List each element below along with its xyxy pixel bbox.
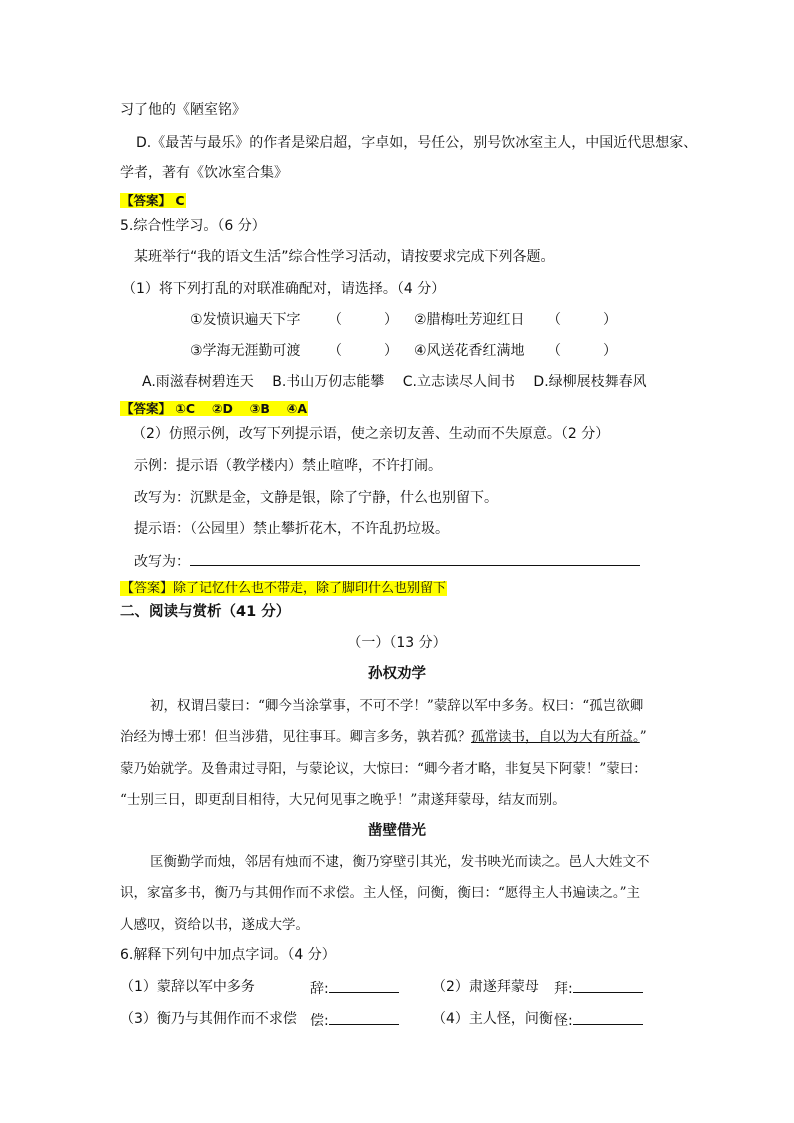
q6-key-1 [310,978,399,998]
q6-blank-4[interactable] [573,1010,643,1025]
answer-highlight: 【答案】 ①C ②D ③B ④A [121,401,307,416]
couplet-item-4: ④风送花香红满地 [414,343,525,359]
answer-highlight: 【答案】除了记忆什么也不带走，除了脚印什么也别留下 [121,581,447,596]
q6-key-label: 怪: [554,1013,573,1029]
couplet-blank-1[interactable]: （ ） [328,312,398,328]
q6-key-3 [310,1010,399,1030]
couplet-options: A.雨滋春树碧连天 B.书山万仞志能攀 C.立志读尽人间书 D.绿柳展枝舞春风 [142,374,647,390]
question-6-title: 6.解释下列句中加点字词。（4 分） [120,947,336,963]
couplet-blank-2[interactable]: （ ） [547,312,617,328]
answer-badge-q5-1 [120,400,308,418]
text-1-line-2-c: ” [639,729,647,745]
task-prompt: 提示语：（公园里）禁止攀折花木，不许乱扔垃圾。 [134,521,449,537]
text-1-line-2 [120,728,647,746]
q6-key-label: 偿: [310,1013,329,1029]
text-2-line-1: 匡衡勤学而烛，邻居有烛而不逮，衡乃穿壁引其光，发书映光而读之。邑人大姓文不 [150,854,650,870]
q6-key-label: 拜: [554,981,573,997]
q6-blank-3[interactable] [329,1010,399,1025]
rewrite-blank[interactable] [190,551,640,566]
part-1-title: （一）（13 分） [347,635,447,651]
q6-key-4 [554,1010,643,1030]
q6-blank-1[interactable] [329,978,399,993]
option-d-line2: 学者，著有《饮冰室合集》 [120,165,288,181]
question-5-1-title: （1）将下列打乱的对联准确配对，请选择。（4 分） [122,281,446,297]
text-1-underlined-sentence: 孤常读书，自以为大有所益。 [471,729,640,745]
example-rewrite: 改写为：沉默是金，文静是银，除了宁静，什么也别留下。 [134,490,498,506]
answer-badge-q5-2 [120,579,447,597]
question-5-title: 5.综合性学习。（6 分） [120,218,266,234]
q6-key-2 [554,978,643,998]
q6-key-label: 辞: [310,981,329,997]
couplet-item-1: ①发愤识遍天下字 [190,312,301,328]
option-d-line1: D.《最苦与最乐》的作者是梁启超，字卓如，号任公，别号饮冰室主人，中国近代思想家、 [136,135,698,151]
couplet-item-2: ②腊梅吐芳迎红日 [414,312,525,328]
rewrite-answer-line [134,551,640,571]
question-5-2-title: （2）仿照示例，改写下列提示语，使之亲切友善、生动而不失原意。（2 分） [132,426,610,442]
example-prompt: 示例：提示语（教学楼内）禁止喧哗，不许打闹。 [134,458,442,474]
text-2-line-2: 识，家富多书，衡乃与其佣作而不求偿。主人怪，问衡，衡曰：“愿得主人书遍读之。”主 [120,885,641,901]
q6-item-3: （3）衡乃与其佣作而不求偿 [120,1011,297,1027]
q6-item-1: （1）蒙辞以军中多务 [120,979,255,995]
text-1-line-1: 初，权谓吕蒙曰：“卿今当涂掌事，不可不学！”蒙辞以军中多务。权曰：“孤岂欲卿 [150,698,644,714]
question-5-intro: 某班举行“我的语文生活”综合性学习活动，请按要求完成下列各题。 [134,249,555,265]
answer-highlight: 【答案】 C [121,193,185,208]
q6-item-4: （4）主人怪，问衡 [432,1011,553,1027]
option-c-tail: 习了他的《陋室铭》 [120,102,246,118]
q6-blank-2[interactable] [573,978,643,993]
rewrite-label: 改写为： [134,554,190,570]
couplet-item-3: ③学海无涯勤可渡 [190,343,301,359]
q6-item-2: （2）肃遂拜蒙母 [432,979,539,995]
text-1-line-2-a: 治经为博士邪！但当涉猎，见往事耳。卿言多务，孰若孤？ [120,729,471,745]
text-1-line-4: “士别三日，即更刮目相待，大兄何见事之晚乎！”肃遂拜蒙母，结友而别。 [120,792,566,808]
text-2-title: 凿壁借光 [368,823,426,839]
couplet-blank-3[interactable]: （ ） [328,343,398,359]
text-1-line-3: 蒙乃始就学。及鲁肃过寻阳，与蒙论议，大惊曰：“卿今者才略，非复吴下阿蒙！”蒙曰： [120,761,647,777]
text-2-line-3: 人感叹，资给以书，遂成大学。 [120,917,309,933]
section-2-title: 二、阅读与赏析（41 分） [120,604,291,620]
answer-badge-q4 [120,192,186,210]
couplet-blank-4[interactable]: （ ） [547,343,617,359]
text-1-title: 孙权劝学 [368,666,426,682]
